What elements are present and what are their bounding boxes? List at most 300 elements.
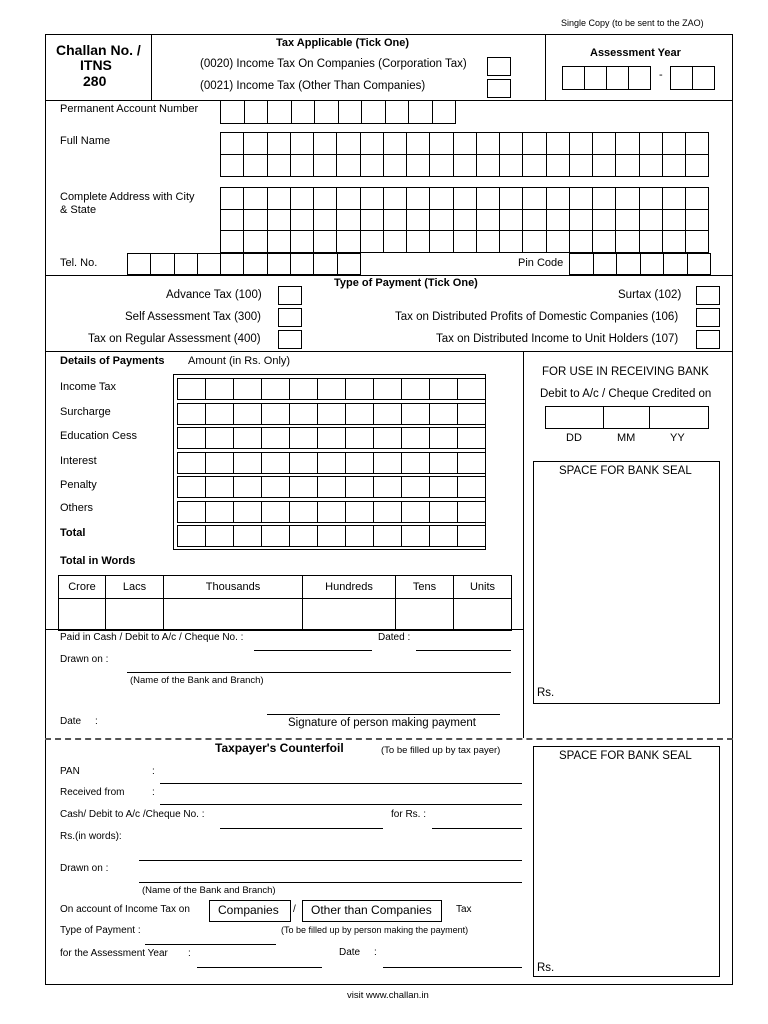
char-box[interactable] <box>406 187 430 210</box>
amount-digit-box[interactable] <box>289 476 318 498</box>
amount-digit-box[interactable] <box>205 427 234 449</box>
amount-digit-box[interactable] <box>429 476 458 498</box>
char-box[interactable] <box>243 230 267 253</box>
char-box[interactable] <box>313 187 337 210</box>
cut-line <box>45 738 733 740</box>
amount-digit-box[interactable] <box>205 476 234 498</box>
amount-digit-box[interactable] <box>261 501 290 523</box>
address-label: Complete Address with City <box>60 191 195 203</box>
char-box[interactable] <box>243 253 267 275</box>
cf-on-account-label: On account of Income Tax on <box>60 904 190 915</box>
char-box[interactable] <box>453 132 477 155</box>
char-box[interactable] <box>429 209 453 232</box>
option-0020-label: (0020) Income Tax On Companies (Corporation Tax) <box>200 58 467 70</box>
row-interest: Interest <box>60 455 97 467</box>
amount-digit-box[interactable] <box>401 427 430 449</box>
regular-assessment-checkbox[interactable] <box>278 330 302 349</box>
amount-digit-box[interactable] <box>457 427 486 449</box>
char-box[interactable] <box>592 230 616 253</box>
row-penalty: Penalty <box>60 479 97 491</box>
cf-bank-seal-box <box>533 746 720 977</box>
char-box[interactable] <box>243 209 267 232</box>
char-box[interactable] <box>290 209 314 232</box>
amount-digit-box[interactable] <box>345 525 374 547</box>
amount-digit-box[interactable] <box>373 525 402 547</box>
advance-tax-label: Advance Tax (100) <box>166 289 262 301</box>
char-box[interactable] <box>546 154 570 177</box>
amount-digit-box[interactable] <box>233 525 262 547</box>
counterfoil-note: (To be filled up by tax payer) <box>381 745 501 756</box>
char-box[interactable] <box>243 154 267 177</box>
char-box[interactable] <box>429 132 453 155</box>
cf-received-line[interactable] <box>160 804 522 805</box>
amount-digit-box[interactable] <box>177 427 206 449</box>
amount-digit-box[interactable] <box>233 452 262 474</box>
char-box[interactable] <box>639 132 663 155</box>
option-0020-checkbox[interactable] <box>487 57 511 76</box>
amount-grid[interactable] <box>173 374 486 550</box>
col-crore: Crore <box>59 576 106 599</box>
dated-line[interactable] <box>416 650 511 651</box>
amount-row[interactable] <box>177 427 485 449</box>
challan-title-itns: ITNS <box>80 57 112 73</box>
char-box[interactable] <box>639 230 663 253</box>
char-box[interactable] <box>615 154 639 177</box>
char-box[interactable] <box>220 187 244 210</box>
char-box[interactable] <box>476 154 500 177</box>
char-box[interactable] <box>687 253 712 275</box>
char-box[interactable] <box>150 253 174 275</box>
bank-branch-note: (Name of the Bank and Branch) <box>130 675 264 686</box>
cf-tax-label: Tax <box>456 904 472 915</box>
char-box[interactable] <box>569 230 593 253</box>
char-box[interactable] <box>499 209 523 232</box>
amount-row[interactable] <box>177 378 485 400</box>
char-box[interactable] <box>662 209 686 232</box>
char-box[interactable] <box>127 253 151 275</box>
amount-digit-box[interactable] <box>457 378 486 400</box>
char-box[interactable] <box>220 154 244 177</box>
char-box[interactable] <box>639 187 663 210</box>
amount-digit-box[interactable] <box>205 403 234 425</box>
char-box[interactable] <box>290 253 314 275</box>
char-box[interactable] <box>360 132 384 155</box>
amount-digit-box[interactable] <box>457 403 486 425</box>
counterfoil-heading: Taxpayer's Counterfoil <box>215 741 344 755</box>
char-box[interactable] <box>662 154 686 177</box>
amount-digit-box[interactable] <box>373 476 402 498</box>
amount-digit-box[interactable] <box>457 476 486 498</box>
char-box[interactable] <box>522 209 546 232</box>
char-box[interactable] <box>383 209 407 232</box>
char-box[interactable] <box>453 187 477 210</box>
amount-digit-box[interactable] <box>317 403 346 425</box>
char-box[interactable] <box>615 187 639 210</box>
row-education-cess: Education Cess <box>60 430 138 442</box>
amount-digit-box[interactable] <box>261 452 290 474</box>
amount-digit-box[interactable] <box>373 452 402 474</box>
cf-rs-words-label: Rs.(in words): <box>60 831 122 842</box>
amount-digit-box[interactable] <box>233 427 262 449</box>
amount-digit-box[interactable] <box>177 525 206 547</box>
amount-digit-box[interactable] <box>205 501 234 523</box>
char-box[interactable] <box>313 253 337 275</box>
cheque-number-line[interactable] <box>254 650 372 651</box>
char-box[interactable] <box>615 132 639 155</box>
cf-received-label: Received from <box>60 787 125 798</box>
char-box[interactable] <box>663 253 688 275</box>
cf-type-payment-line[interactable] <box>145 944 276 945</box>
char-box[interactable] <box>639 154 663 177</box>
amount-digit-box[interactable] <box>205 525 234 547</box>
char-box[interactable] <box>522 132 546 155</box>
char-box[interactable] <box>383 230 407 253</box>
tens-field[interactable] <box>396 599 454 631</box>
option-0021-checkbox[interactable] <box>487 79 511 98</box>
row-total: Total <box>60 527 86 539</box>
units-field[interactable] <box>454 599 512 631</box>
char-box[interactable] <box>360 230 384 253</box>
amount-digit-box[interactable] <box>429 525 458 547</box>
distributed-income-checkbox[interactable] <box>696 330 720 349</box>
amount-digit-box[interactable] <box>401 476 430 498</box>
char-box[interactable] <box>267 253 291 275</box>
col-lacs: Lacs <box>106 576 164 599</box>
char-box[interactable] <box>453 154 477 177</box>
amount-digit-box[interactable] <box>317 427 346 449</box>
char-box[interactable] <box>429 230 453 253</box>
amount-digit-box[interactable] <box>373 378 402 400</box>
char-box[interactable] <box>592 154 616 177</box>
amount-digit-box[interactable] <box>457 525 486 547</box>
amount-digit-box[interactable] <box>373 427 402 449</box>
char-box[interactable] <box>616 253 641 275</box>
date-colon: : <box>95 716 98 727</box>
char-box[interactable] <box>383 132 407 155</box>
char-box[interactable] <box>615 209 639 232</box>
char-box[interactable] <box>453 230 477 253</box>
assessment-year-start[interactable] <box>562 66 650 89</box>
char-box[interactable] <box>569 132 593 155</box>
char-box[interactable] <box>453 209 477 232</box>
char-box[interactable] <box>267 209 291 232</box>
char-box[interactable] <box>592 209 616 232</box>
amount-digit-box[interactable] <box>233 403 262 425</box>
assessment-year-separator: - <box>659 69 663 81</box>
char-box[interactable] <box>243 132 267 155</box>
amount-digit-box[interactable] <box>317 452 346 474</box>
cf-date-line[interactable] <box>383 967 522 968</box>
distributed-profits-label: Tax on Distributed Profits of Domestic Companies (106) <box>395 311 679 323</box>
char-box[interactable] <box>336 154 360 177</box>
char-box[interactable] <box>522 187 546 210</box>
char-box[interactable] <box>546 209 570 232</box>
char-box[interactable] <box>499 132 523 155</box>
amount-digit-box[interactable] <box>317 525 346 547</box>
amount-digit-box[interactable] <box>233 501 262 523</box>
amount-digit-box[interactable] <box>429 452 458 474</box>
amount-digit-box[interactable] <box>429 403 458 425</box>
distributed-income-label: Tax on Distributed Income to Unit Holders (107) <box>436 333 679 345</box>
amount-digit-box[interactable] <box>205 378 234 400</box>
col-hundreds: Hundreds <box>303 576 396 599</box>
char-box[interactable] <box>662 230 686 253</box>
char-box[interactable] <box>639 209 663 232</box>
amount-digit-box[interactable] <box>345 452 374 474</box>
cf-slash: / <box>293 904 296 915</box>
char-box[interactable] <box>290 154 314 177</box>
cf-type-payment-label: Type of Payment : <box>60 925 141 936</box>
pin-boxes[interactable] <box>569 253 710 274</box>
cf-cheque-line[interactable] <box>220 828 383 829</box>
amount-digit-box[interactable] <box>373 501 402 523</box>
amount-digit-box[interactable] <box>289 378 318 400</box>
char-box[interactable] <box>569 154 593 177</box>
char-box[interactable] <box>546 230 570 253</box>
char-box[interactable] <box>360 154 384 177</box>
char-box[interactable] <box>476 187 500 210</box>
amount-digit-box[interactable] <box>345 403 374 425</box>
single-copy-note: Single Copy (to be sent to the ZAO) <box>561 18 704 28</box>
total-in-words-table[interactable] <box>58 575 512 631</box>
char-box[interactable] <box>406 132 430 155</box>
char-box[interactable] <box>383 154 407 177</box>
payment-type-heading: Type of Payment (Tick One) <box>334 277 478 289</box>
cf-cheque-label: Cash/ Debit to A/c /Cheque No. : <box>60 809 205 820</box>
cf-pan-label: PAN <box>60 766 80 777</box>
char-box[interactable] <box>267 230 291 253</box>
surtax-label: Surtax (102) <box>618 289 682 301</box>
date-label: Date <box>60 716 82 727</box>
char-box[interactable] <box>174 253 198 275</box>
char-box[interactable] <box>197 253 221 275</box>
regular-assessment-label: Tax on Regular Assessment (400) <box>88 333 261 345</box>
char-box[interactable] <box>499 230 523 253</box>
char-box[interactable] <box>640 253 665 275</box>
char-box[interactable] <box>267 132 291 155</box>
char-box[interactable] <box>546 132 570 155</box>
char-box[interactable] <box>220 132 244 155</box>
char-box[interactable] <box>360 187 384 210</box>
amount-row[interactable] <box>177 476 485 498</box>
char-box[interactable] <box>569 253 594 275</box>
hundreds-field[interactable] <box>303 599 396 631</box>
char-box[interactable] <box>290 187 314 210</box>
cf-rs-label: Rs. <box>537 962 555 974</box>
amount-digit-box[interactable] <box>317 476 346 498</box>
amount-digit-box[interactable] <box>317 501 346 523</box>
cf-bank-branch-note: (Name of the Bank and Branch) <box>142 885 276 896</box>
lacs-field[interactable] <box>106 599 164 631</box>
amount-row[interactable] <box>177 501 485 523</box>
amount-digit-box[interactable] <box>429 501 458 523</box>
char-box[interactable] <box>336 132 360 155</box>
amount-digit-box[interactable] <box>457 501 486 523</box>
cf-bank-seal-label: SPACE FOR BANK SEAL <box>559 750 692 762</box>
char-box[interactable] <box>336 187 360 210</box>
amount-digit-box[interactable] <box>177 378 206 400</box>
char-box[interactable] <box>685 154 709 177</box>
char-box[interactable] <box>522 154 546 177</box>
amount-row[interactable] <box>177 525 485 547</box>
char-box[interactable] <box>290 132 314 155</box>
char-box[interactable] <box>476 209 500 232</box>
col-units: Units <box>454 576 512 599</box>
amount-digit-box[interactable] <box>233 476 262 498</box>
amount-digit-box[interactable] <box>345 476 374 498</box>
char-box[interactable] <box>243 187 267 210</box>
char-box[interactable] <box>267 187 291 210</box>
tel-label: Tel. No. <box>60 257 98 269</box>
tax-applicable-heading: Tax Applicable (Tick One) <box>276 37 410 49</box>
distributed-profits-checkbox[interactable] <box>696 308 720 327</box>
char-box[interactable] <box>546 187 570 210</box>
char-box[interactable] <box>592 187 616 210</box>
char-box[interactable] <box>337 253 361 275</box>
amount-digit-box[interactable] <box>401 525 430 547</box>
pan-boxes[interactable] <box>220 100 455 123</box>
amount-digit-box[interactable] <box>205 452 234 474</box>
amount-digit-box[interactable] <box>233 378 262 400</box>
char-box[interactable] <box>220 253 244 275</box>
char-box[interactable] <box>336 209 360 232</box>
amount-digit-box[interactable] <box>261 476 290 498</box>
char-box[interactable] <box>662 187 686 210</box>
surtax-checkbox[interactable] <box>696 286 720 305</box>
char-box[interactable] <box>313 209 337 232</box>
amount-digit-box[interactable] <box>317 378 346 400</box>
char-box[interactable] <box>313 230 337 253</box>
char-box[interactable] <box>593 253 618 275</box>
char-box[interactable] <box>522 230 546 253</box>
char-box[interactable] <box>429 154 453 177</box>
char-box[interactable] <box>569 187 593 210</box>
amount-digit-box[interactable] <box>289 427 318 449</box>
char-box[interactable] <box>220 209 244 232</box>
amount-digit-box[interactable] <box>289 501 318 523</box>
amount-digit-box[interactable] <box>177 501 206 523</box>
char-box[interactable] <box>406 209 430 232</box>
amount-digit-box[interactable] <box>177 403 206 425</box>
amount-digit-box[interactable] <box>401 378 430 400</box>
char-box[interactable] <box>662 132 686 155</box>
cf-rs-words-line[interactable] <box>139 860 522 861</box>
char-box[interactable] <box>685 132 709 155</box>
char-box[interactable] <box>429 187 453 210</box>
char-box[interactable] <box>569 209 593 232</box>
amount-digit-box[interactable] <box>289 403 318 425</box>
char-box[interactable] <box>406 154 430 177</box>
char-box[interactable] <box>290 230 314 253</box>
char-box[interactable] <box>592 132 616 155</box>
cf-pan-line[interactable] <box>160 783 522 784</box>
cf-for-rs-label: for Rs. : <box>391 809 427 820</box>
char-box[interactable] <box>476 132 500 155</box>
char-box[interactable] <box>685 209 709 232</box>
char-box[interactable] <box>499 187 523 210</box>
char-box[interactable] <box>383 187 407 210</box>
char-box[interactable] <box>476 230 500 253</box>
address-boxes[interactable] <box>220 187 708 252</box>
amount-digit-box[interactable] <box>261 427 290 449</box>
cf-received-colon: : <box>152 787 155 798</box>
amount-digit-box[interactable] <box>289 452 318 474</box>
self-assessment-checkbox[interactable] <box>278 308 302 327</box>
char-box[interactable] <box>685 230 709 253</box>
char-box[interactable] <box>360 209 384 232</box>
amount-digit-box[interactable] <box>429 378 458 400</box>
advance-tax-checkbox[interactable] <box>278 286 302 305</box>
tel-boxes[interactable] <box>127 253 360 274</box>
amount-digit-box[interactable] <box>401 452 430 474</box>
receiving-bank-heading: FOR USE IN RECEIVING BANK <box>542 366 709 378</box>
full-name-boxes[interactable] <box>220 132 708 176</box>
crore-field[interactable] <box>59 599 106 631</box>
assessment-year-end[interactable] <box>670 66 714 89</box>
char-box[interactable] <box>313 132 337 155</box>
amount-digit-box[interactable] <box>401 501 430 523</box>
amount-digit-box[interactable] <box>345 501 374 523</box>
cf-date-colon: : <box>374 947 377 958</box>
amount-digit-box[interactable] <box>289 525 318 547</box>
amount-digit-box[interactable] <box>401 403 430 425</box>
cf-companies-option[interactable]: Companies <box>209 900 291 922</box>
char-box[interactable] <box>499 154 523 177</box>
address-label-state: & State <box>60 204 97 216</box>
char-box[interactable] <box>615 230 639 253</box>
char-box[interactable] <box>406 230 430 253</box>
signature-label: Signature of person making payment <box>288 717 476 729</box>
cf-other-companies-option[interactable]: Other than Companies <box>302 900 442 922</box>
char-box[interactable] <box>267 154 291 177</box>
amount-digit-box[interactable] <box>373 403 402 425</box>
amount-row[interactable] <box>177 403 485 425</box>
amount-digit-box[interactable] <box>177 452 206 474</box>
bank-date-boxes[interactable] <box>545 406 708 428</box>
char-box[interactable] <box>336 230 360 253</box>
char-box[interactable] <box>220 230 244 253</box>
amount-row[interactable] <box>177 452 485 474</box>
amount-digit-box[interactable] <box>261 378 290 400</box>
amount-digit-box[interactable] <box>429 427 458 449</box>
amount-digit-box[interactable] <box>261 525 290 547</box>
amount-digit-box[interactable] <box>261 403 290 425</box>
amount-label: Amount (in Rs. Only) <box>188 355 291 367</box>
row-others: Others <box>60 502 94 514</box>
dd-label: DD <box>566 432 582 444</box>
mm-label: MM <box>617 432 636 444</box>
amount-digit-box[interactable] <box>345 378 374 400</box>
drawn-on-line[interactable] <box>127 672 511 673</box>
amount-digit-box[interactable] <box>457 452 486 474</box>
bank-seal-label: SPACE FOR BANK SEAL <box>559 465 692 477</box>
cf-assessment-year-line[interactable] <box>197 967 322 968</box>
char-box[interactable] <box>685 187 709 210</box>
cf-for-rs-line[interactable] <box>432 828 522 829</box>
amount-digit-box[interactable] <box>177 476 206 498</box>
cf-ay-colon: : <box>188 948 191 959</box>
amount-digit-box[interactable] <box>345 427 374 449</box>
cf-pan-colon: : <box>152 766 155 777</box>
thousands-field[interactable] <box>164 599 303 631</box>
col-tens: Tens <box>396 576 454 599</box>
char-box[interactable] <box>313 154 337 177</box>
details-heading: Details of Payments <box>60 355 165 367</box>
assessment-year-heading: Assessment Year <box>590 47 681 59</box>
challan-number: 280 <box>83 73 107 89</box>
cf-drawn-on-line[interactable] <box>139 882 522 883</box>
signature-line[interactable] <box>267 714 500 715</box>
